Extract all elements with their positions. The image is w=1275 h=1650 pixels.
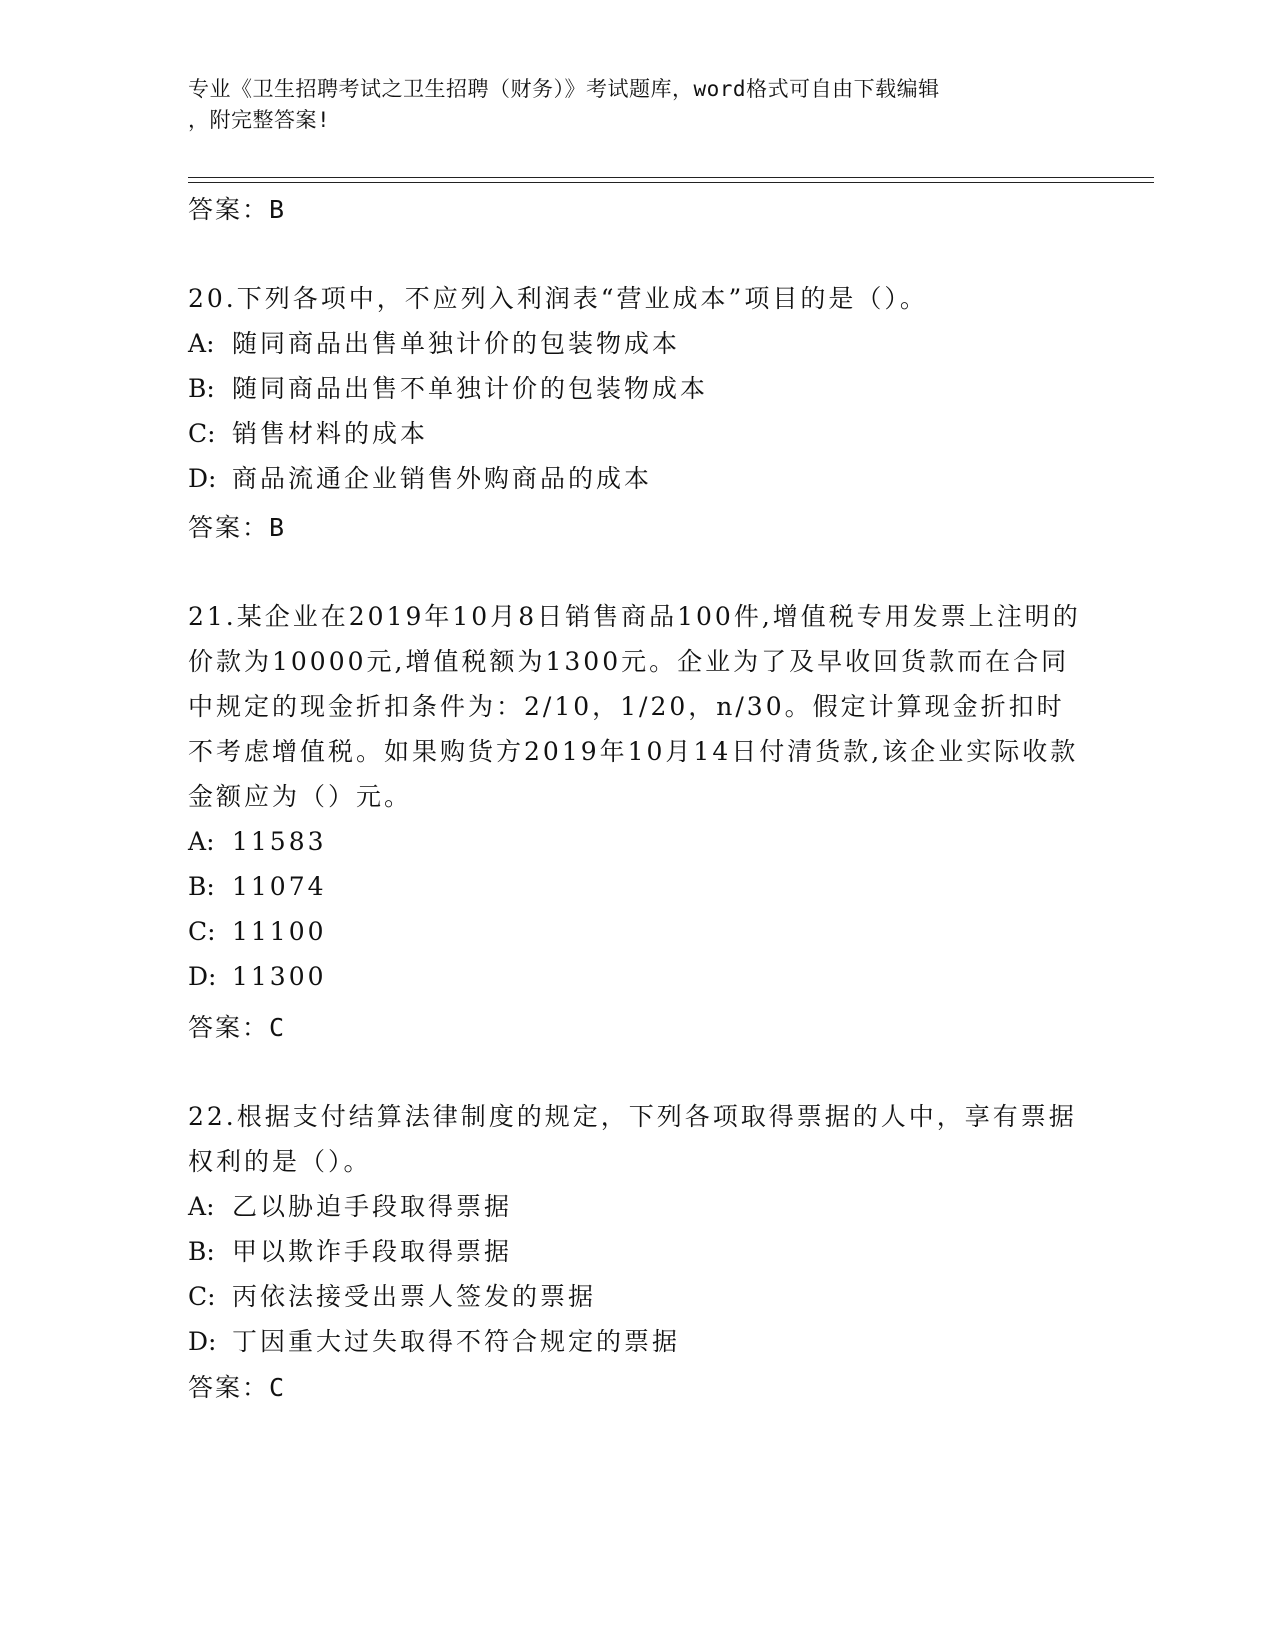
option-a: A : 乙以胁迫手段取得票据 bbox=[188, 1184, 1088, 1229]
answer-20: 答案：B bbox=[188, 513, 287, 542]
question-stem: 20.下列各项中，不应列入利润表“营业成本”项目的是（）。 bbox=[188, 284, 928, 313]
option-a: A : 11583 bbox=[188, 819, 1088, 864]
header-line-2: ，附完整答案! bbox=[188, 108, 331, 132]
answer-22: 答案：C bbox=[188, 1373, 287, 1402]
option-d: D : 11300 bbox=[188, 954, 1088, 999]
answer-21: 答案：C bbox=[188, 1013, 287, 1042]
question-21 bbox=[188, 594, 1088, 999]
page-header bbox=[188, 74, 1068, 136]
option-b: B : 甲以欺诈手段取得票据 bbox=[188, 1229, 1088, 1274]
previous-answer: 答案：B bbox=[188, 195, 287, 224]
question-22 bbox=[188, 1094, 1088, 1364]
question-20 bbox=[188, 276, 1088, 501]
header-divider-top bbox=[188, 177, 1154, 178]
header-divider-bottom bbox=[188, 182, 1154, 183]
option-b: B : 11074 bbox=[188, 864, 1088, 909]
header-line-1: 专业《卫生招聘考试之卫生招聘（财务）》考试题库，word格式可自由下载编辑 bbox=[188, 77, 940, 101]
option-c: C : 销售材料的成本 bbox=[188, 411, 1088, 456]
option-a: A : 随同商品出售单独计价的包装物成本 bbox=[188, 321, 1088, 366]
option-b: B : 随同商品出售不单独计价的包装物成本 bbox=[188, 366, 1088, 411]
option-c: C : 丙依法接受出票人签发的票据 bbox=[188, 1274, 1088, 1319]
option-c: C : 11100 bbox=[188, 909, 1088, 954]
question-stem: 22.根据支付结算法律制度的规定，下列各项取得票据的人中，享有票据权利的是（）。 bbox=[188, 1102, 1077, 1176]
option-d: D : 商品流通企业销售外购商品的成本 bbox=[188, 456, 1088, 501]
option-d: D : 丁因重大过失取得不符合规定的票据 bbox=[188, 1319, 1088, 1364]
question-stem: 21.某企业在2019年10月8日销售商品100件,增值税专用发票上注明的价款为10000元,增值税额为1300元。企业为了及早收回货款而在合同中规定的现金折扣条件为：2/10，1/20，n/30。假定计算现金折扣时不考虑增值税。如果购货方2019年10月14日付清货款,该企业实际收款金额应为（）元。 bbox=[188, 602, 1081, 811]
